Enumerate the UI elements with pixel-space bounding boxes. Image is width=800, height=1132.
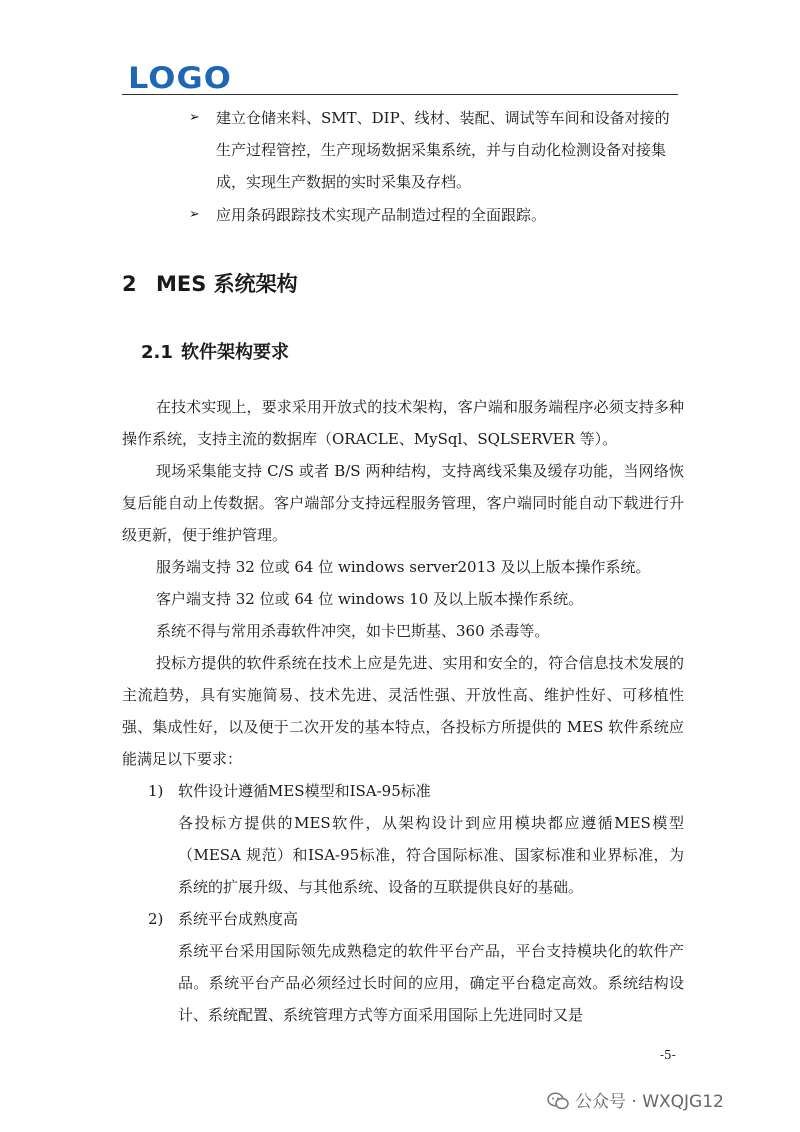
section-number: 2 [122, 272, 137, 296]
watermark [547, 1090, 724, 1114]
bullet-text: 应用条码跟踪技术实现产品制造过程的全面跟踪。 [216, 206, 547, 224]
section-heading [122, 268, 298, 300]
header-rule [122, 94, 678, 95]
paragraph: 投标方提供的软件系统在技术上应是先进、实用和安全的，符合信息技术发展的主流趋势，具有实施简易、技术先进、灵活性强、开放性高、维护性好、可移植性强、集成性好，以及便于二次开发的基本特点，各投标方所提供的 MES 软件系统应能满足以下要求： [122, 654, 684, 768]
watermark-text: 公众号 · WXQJG12 [575, 1092, 724, 1112]
wechat-icon [547, 1092, 569, 1110]
subsection-title: 软件架构要求 [181, 342, 289, 363]
logo: LOGO [128, 61, 233, 95]
subsection-heading [141, 338, 289, 368]
list-item-title: 软件设计遵循MES模型和ISA-95标准 [178, 782, 431, 800]
section-title: MES 系统架构 [156, 272, 298, 296]
list-item-title: 系统平台成熟度高 [178, 910, 299, 928]
paragraph: 在技术实现上，要求采用开放式的技术架构，客户端和服务端程序必须支持多种操作系统，支持主流的数据库（ORACLE、MySql、SQLSERVER 等）。 [122, 398, 684, 448]
list-item-number: 2) [148, 910, 164, 928]
paragraph: 服务端支持 32 位或 64 位 windows server2013 及以上版本操作系统。 [156, 558, 651, 576]
paragraph: 系统不得与常用杀毒软件冲突，如卡巴斯基、360 杀毒等。 [156, 622, 550, 640]
bullet-item [189, 102, 684, 198]
arrow-bullet-icon: ➢ [189, 207, 200, 222]
paragraph: 现场采集能支持 C/S 或者 B/S 两种结构，支持离线采集及缓存功能，当网络恢复后能自动上传数据。客户端部分支持远程服务管理，客户端同时能自动下载进行升级更新，便于维护管理。 [122, 462, 684, 544]
page-number: -5- [660, 1048, 676, 1062]
bullet-text: 建立仓储来料、SMT、DIP、线材、装配、调试等车间和设备对接的生产过程管控，生产现场数据采集系统，并与自动化检测设备对接集成，实现生产数据的实时采集及存档。 [216, 109, 670, 191]
list-item-heading [148, 903, 298, 935]
list-item-body: 各投标方提供的MES软件，从架构设计到应用模块都应遵循MES模型（MESA 规范）和ISA-95标准，符合国际标准、国家标准和业界标准，为系统的扩展升级、与其他系统、设备的互联提供良好的基础。 [178, 814, 684, 896]
paragraph: 客户端支持 32 位或 64 位 windows 10 及以上版本操作系统。 [156, 590, 584, 608]
bullet-item [189, 199, 684, 231]
list-item-number: 1) [148, 782, 164, 800]
list-item-body: 系统平台采用国际领先成熟稳定的软件平台产品，平台支持模块化的软件产品。系统平台产品必须经过长时间的应用，确定平台稳定高效。系统结构设计、系统配置、系统管理方式等方面采用国际上先进同时又是 [178, 942, 684, 1024]
arrow-bullet-icon: ➢ [189, 110, 200, 125]
subsection-number: 2.1 [141, 342, 173, 363]
list-item-heading [148, 775, 431, 807]
